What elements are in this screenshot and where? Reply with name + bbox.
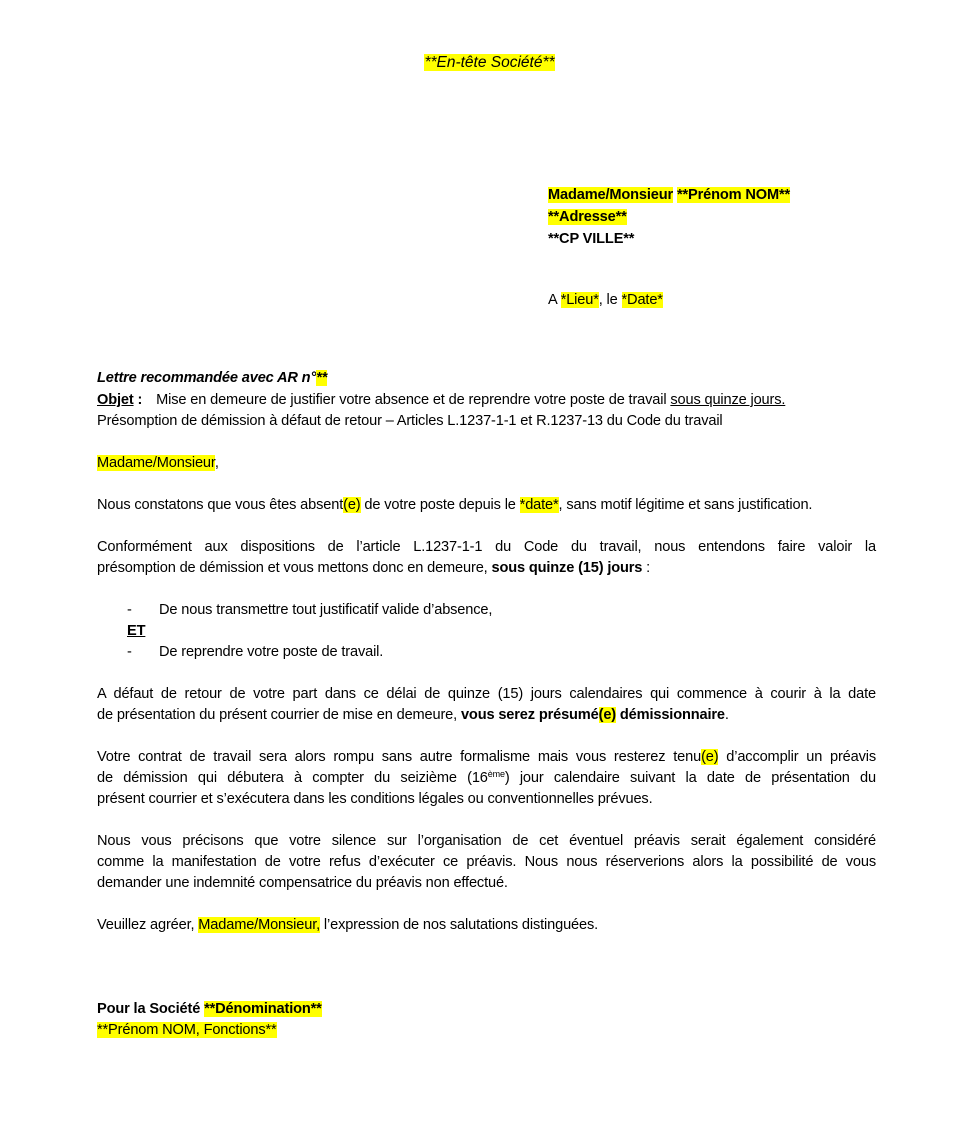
subject-line-1 <box>97 390 785 411</box>
p4-ordinal-suffix: ème <box>487 769 505 779</box>
company-header <box>0 52 979 74</box>
paragraph-absence <box>97 495 812 516</box>
signature-signatory: **Prénom NOM, Fonctions** <box>97 1022 277 1038</box>
paragraph-formal-notice <box>97 537 876 579</box>
list-item-2-bullet: - <box>127 644 132 660</box>
p3-line-1: A défaut de retour de votre part dans ce délai de quinze (15) jours calendaires qui commence à courir à la date <box>97 686 876 702</box>
p4-line-1 <box>97 747 876 768</box>
list-item-1: De nous transmettre tout justificatif valide d’absence, <box>159 602 493 618</box>
p1-text-2: de votre poste depuis le <box>360 497 520 513</box>
p3-line-2-text: de présentation du présent courrier de mise en demeure, <box>97 707 461 723</box>
paragraph-silence-consequence <box>97 831 876 894</box>
recipient-address-line <box>548 207 627 228</box>
p4-line-1-end: d’accomplir un préavis <box>718 749 877 765</box>
p3-resigning: démissionnaire <box>616 707 725 723</box>
p3-presumed: vous serez présumé <box>460 707 599 723</box>
list-item-1-bullet: - <box>127 602 132 618</box>
registered-mail-number: ** <box>316 370 328 386</box>
recipient-name-line <box>548 185 790 206</box>
signature-signatory-line <box>97 1020 277 1041</box>
paragraph-notice-period <box>97 747 876 810</box>
company-header-placeholder: **En-tête Société** <box>424 54 555 71</box>
p2-line-2 <box>97 558 876 579</box>
subject-line-2 <box>97 411 723 432</box>
closing-suffix: l’expression de nos salutations distinguées. <box>320 917 599 933</box>
subject-colon: : <box>133 392 143 408</box>
p5-line-1: Nous vous précisons que votre silence sur l’organisation de cet éventuel préavis serait également considéré <box>97 833 876 849</box>
subject-label: Objet <box>97 392 134 408</box>
signature-company-line <box>97 999 322 1020</box>
recipient-salutation: Madame/Monsieur <box>548 187 674 203</box>
closing-name: Madame/Monsieur, <box>198 917 321 933</box>
list-item-2: De reprendre votre poste de travail. <box>159 644 384 660</box>
registered-mail-label: Lettre recommandée avec AR n° <box>97 370 317 386</box>
p2-line-2-end: : <box>642 560 651 576</box>
greeting-punct: , <box>214 455 219 471</box>
p2-line-2-text: présomption de démission et vous mettons donc en demeure, <box>97 560 492 576</box>
registered-mail-line <box>97 368 327 389</box>
greeting <box>97 453 219 474</box>
p1-date-placeholder: *date* <box>519 497 559 513</box>
p3-line-2-end: . <box>724 707 729 723</box>
list-connector: ET <box>127 623 146 639</box>
subject-text: Mise en demeure de justifier votre absence et de reprendre votre poste de travail <box>156 392 671 408</box>
place-date-prefix: A <box>548 292 561 308</box>
recipient-city: **CP VILLE** <box>548 231 635 247</box>
recipient-name: **Prénom NOM** <box>676 187 791 203</box>
subject-legal-reference: Présomption de démission à défaut de retour – Articles L.1237-1-1 et R.1237-13 du Code du travail <box>97 413 723 429</box>
subject-deadline: sous quinze jours. <box>670 392 786 408</box>
p2-deadline: sous quinze (15) jours <box>491 560 643 576</box>
p4-line-2-text: de démission qui débutera à compter du seizième (16 <box>97 770 488 786</box>
closing-prefix: Veuillez agréer, <box>97 917 199 933</box>
closing-formula <box>97 915 598 936</box>
recipient-city-line <box>548 229 634 250</box>
p4-gender-placeholder: (e) <box>701 749 719 765</box>
p4-line-2-end: ) jour calendaire suivant la date de présentation du <box>504 770 876 786</box>
p4-line-2 <box>97 768 876 789</box>
p1-gender-placeholder: (e) <box>343 497 361 513</box>
place-placeholder: *Lieu* <box>560 292 599 308</box>
p1-text-3: , sans motif légitime et sans justification. <box>558 497 813 513</box>
p5-line-2: comme la manifestation de votre refus d’exécuter ce préavis. Nous nous réserverions alors la possibilité de vous <box>97 854 876 870</box>
p3-gender-placeholder: (e) <box>598 707 616 723</box>
p5-line-3: demander une indemnité compensatrice du préavis non effectué. <box>97 875 508 891</box>
place-date-separator: , le <box>598 292 622 308</box>
signature-company-name: **Dénomination** <box>204 1001 322 1017</box>
p1-text-1: Nous constatons que vous êtes absent <box>97 497 344 513</box>
p4-line-3: présent courrier et s’exécutera dans les conditions légales ou conventionnelles prévues. <box>97 791 653 807</box>
greeting-name: Madame/Monsieur <box>97 455 215 471</box>
place-date-line <box>548 290 663 311</box>
p4-line-1-text: Votre contrat de travail sera alors rompu sans autre formalisme mais vous resterez tenu <box>97 749 702 765</box>
p3-line-2 <box>97 705 876 726</box>
date-placeholder: *Date* <box>621 292 663 308</box>
p2-line-1: Conformément aux dispositions de l’article L.1237-1-1 du Code du travail, nous entendons faire valoir la <box>97 539 876 555</box>
signature-company-prefix: Pour la Société <box>97 1001 205 1017</box>
paragraph-presumed-resignation <box>97 684 876 726</box>
recipient-address: **Adresse** <box>548 209 627 225</box>
